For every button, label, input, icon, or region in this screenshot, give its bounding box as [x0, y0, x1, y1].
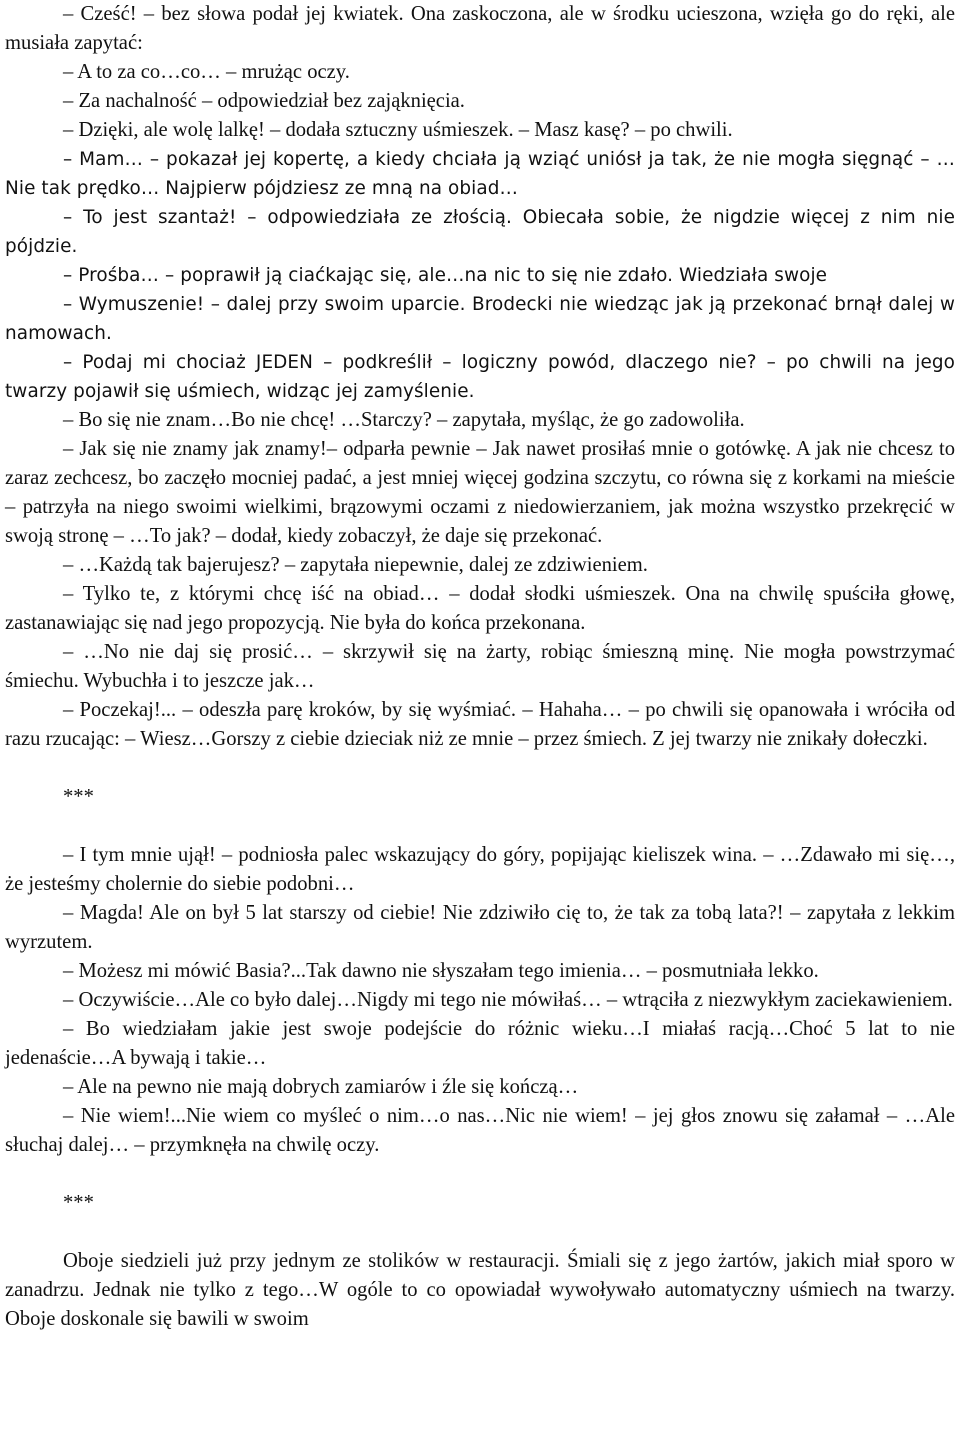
section-separator: *** — [63, 786, 94, 808]
paragraph: – …Każdą tak bajerujesz? – zapytała niepewnie, dalej ze zdziwieniem. — [63, 554, 648, 576]
paragraph: – Mam… – pokazał jej kopertę, a kiedy chciała ją wziąć uniósł ja tak, że nie mogła sięgnąć – …Nie tak prędko… Najpierw pójdziesz ze mną na obiad… — [5, 149, 955, 199]
paragraph: – To jest szantaż! – odpowiedziała ze złością. Obiecała sobie, że nigdzie więcej z nim nie pójdzie. — [5, 207, 955, 257]
paragraph: – Oczywiście…Ale co było dalej…Nigdy mi tego nie mówiłaś… – wtrąciła z niezwykłym zaciekawieniem. — [63, 989, 953, 1011]
section-spacer — [5, 754, 955, 783]
section-separator: *** — [63, 1192, 94, 1214]
paragraph: – Tylko te, z którymi chcę iść na obiad… – dodał słodki uśmieszek. Ona na chwilę spuściła głowę, zastanawiając się nad jego propozycją. Nie była do końca przekonana. — [5, 583, 955, 634]
document-page — [5, 0, 955, 1334]
paragraph: – Ale na pewno nie mają dobrych zamiarów i źle się kończą… — [63, 1076, 579, 1098]
paragraph: – …No nie daj się prosić… – skrzywił się na żarty, robiąc śmieszną minę. Nie mogła powstrzymać śmiechu. Wybuchła i to jeszcze jak… — [5, 641, 955, 692]
paragraph: – I tym mnie ujął! – podniosła palec wskazujący do góry, popijając kieliszek wina. – …Zdawało mi się…, że jesteśmy cholernie do siebie podobni… — [5, 844, 955, 895]
paragraph: – Nie wiem!...Nie wiem co myśleć o nim…o nas…Nic nie wiem! – jej głos znowu się załamał – …Ale słuchaj dalej… – przymknęła na chwilę oczy. — [5, 1105, 955, 1156]
paragraph: – Jak się nie znamy jak znamy!– odparła pewnie – Jak nawet prosiłaś mnie o gotówkę. A jak nie chcesz to zaraz zechcesz, bo zaczęło mocniej padać, a jest mniej więcej godzina szczytu, co równa się z korkami na mieście – patrzyła na niego swoimi wielkimi, brązowymi oczami z niedowierzaniem, jak można wszystko przekręcić w swoją stronę – …To jak? – dodał, kiedy zobaczył, że daje się przekonać. — [5, 438, 955, 547]
paragraph: – Wymuszenie! – dalej przy swoim uparcie. Brodecki nie wiedząc jak ją przekonać brnął dalej w namowach. — [5, 294, 955, 344]
section-spacer — [5, 1160, 955, 1189]
paragraph: – Poczekaj!... – odeszła parę kroków, by się wyśmiać. – Hahaha… – po chwili się opanowała i wróciła od razu rzucając: – Wiesz…Gorszy z ciebie dzieciak niż ze mnie – przez śmiech. Z jej twarzy nie znikały dołeczki. — [5, 699, 955, 750]
section-spacer — [5, 1218, 955, 1247]
section-spacer — [5, 812, 955, 841]
paragraph: – Możesz mi mówić Basia?...Tak dawno nie słyszałam tego imienia… – posmutniała lekko. — [63, 960, 819, 982]
paragraph: – Bo wiedziałam jakie jest swoje podejście do różnic wieku…I miałaś racją…Choć 5 lat to nie jedenaście…A bywają i takie… — [5, 1018, 955, 1069]
paragraph: – Dzięki, ale wolę lalkę! – dodała sztuczny uśmieszek. – Masz kasę? – po chwili. — [63, 119, 733, 141]
paragraph: – Magda! Ale on był 5 lat starszy od ciebie! Nie zdziwiło cię to, że tak za tobą lata?! – zapytała z lekkim wyrzutem. — [5, 902, 955, 953]
paragraph: – Cześć! – bez słowa podał jej kwiatek. Ona zaskoczona, ale w środku ucieszona, wzięła go do ręki, ale musiała zapytać: — [5, 3, 955, 54]
paragraph: – Podaj mi chociaż JEDEN – podkreślił – logiczny powód, dlaczego nie? – po chwili na jego twarzy pojawił się uśmiech, widząc jej zamyślenie. — [5, 352, 955, 402]
paragraph: – Za nachalność – odpowiedział bez zająknięcia. — [63, 90, 465, 112]
paragraph: – Bo się nie znam…Bo nie chcę! …Starczy? – zapytała, myśląc, że go zadowoliła. — [63, 409, 745, 431]
paragraph: – A to za co…co… – mrużąc oczy. — [63, 61, 350, 83]
paragraph: – Prośba… – poprawił ją ciaćkając się, ale…na nic to się nie zdało. Wiedziała swoje — [63, 265, 828, 286]
paragraph: Oboje siedzieli już przy jednym ze stolików w restauracji. Śmiali się z jego żartów, jakich miał sporo w zanadrzu. Jednak nie tylko z tego…W ogóle to co opowiadał wywoływało automatyczny uśmiech na twarzy. Oboje doskonale się bawili w swoim — [5, 1250, 955, 1330]
